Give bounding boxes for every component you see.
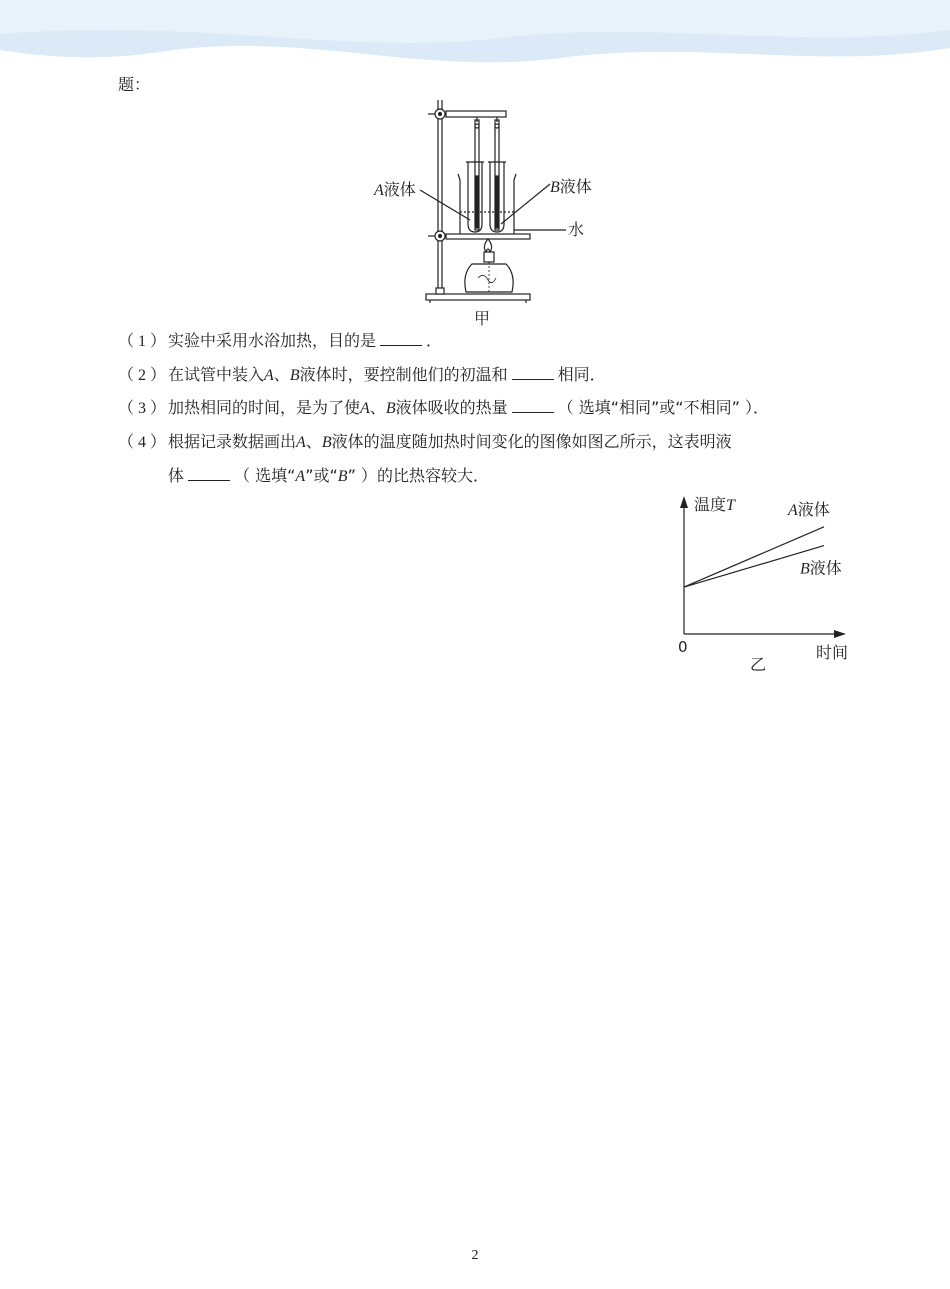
question-1: （ 1 ） 实验中采用水浴加热，目的是 ． <box>118 331 443 350</box>
y-axis-symbol: T <box>726 497 735 514</box>
figure-b-caption: 乙 <box>750 655 767 674</box>
answer-blank-4[interactable] <box>188 466 230 481</box>
temperature-time-chart <box>660 488 870 678</box>
x-axis-arrow-icon <box>834 630 846 638</box>
answer-blank-2[interactable] <box>512 365 554 380</box>
label-a-letter: A <box>374 182 384 199</box>
y-axis-arrow-icon <box>680 496 688 508</box>
apparatus-figure <box>360 96 620 330</box>
page-number: 2 <box>471 1248 479 1263</box>
figure-a-caption: 甲 <box>474 309 491 328</box>
answer-blank-3[interactable] <box>512 398 554 413</box>
origin-label: 0 <box>678 638 688 656</box>
label-water: 水 <box>568 220 585 239</box>
label-a-liquid: 液体 <box>383 180 416 199</box>
intro-text: 题： <box>118 75 151 94</box>
answer-blank-1[interactable] <box>380 331 422 346</box>
x-axis-label: 时间 <box>816 643 849 662</box>
y-axis-label: 温度 <box>694 495 727 514</box>
series-label-b: B液体 <box>800 558 842 578</box>
header-wave-decoration <box>0 0 950 80</box>
label-b-letter: B <box>550 179 560 196</box>
series-line-a <box>684 527 824 587</box>
label-b-liquid: 液体 <box>559 177 592 196</box>
svg-text:B液体 <box>550 177 592 196</box>
question-3: （ 3 ） 加热相同的时间，是为了使A、B液体吸收的热量 （ 选填“相同”或“不相同” ）． <box>118 398 769 417</box>
question-4: （ 4 ） 根据记录数据画出A、B液体的温度随加热时间变化的图像如图乙所示，这表明液 <box>118 432 732 451</box>
svg-text:温度T <box>694 495 736 514</box>
question-2: （ 2 ） 在试管中装入A、B液体时，要控制他们的初温和 相同． <box>118 365 606 384</box>
svg-text:A液体 <box>373 180 416 199</box>
series-label-a: A液体 <box>788 499 830 519</box>
question-4-continued: 体 （ 选填“A”或“B” ）的比热容较大． <box>168 466 489 485</box>
